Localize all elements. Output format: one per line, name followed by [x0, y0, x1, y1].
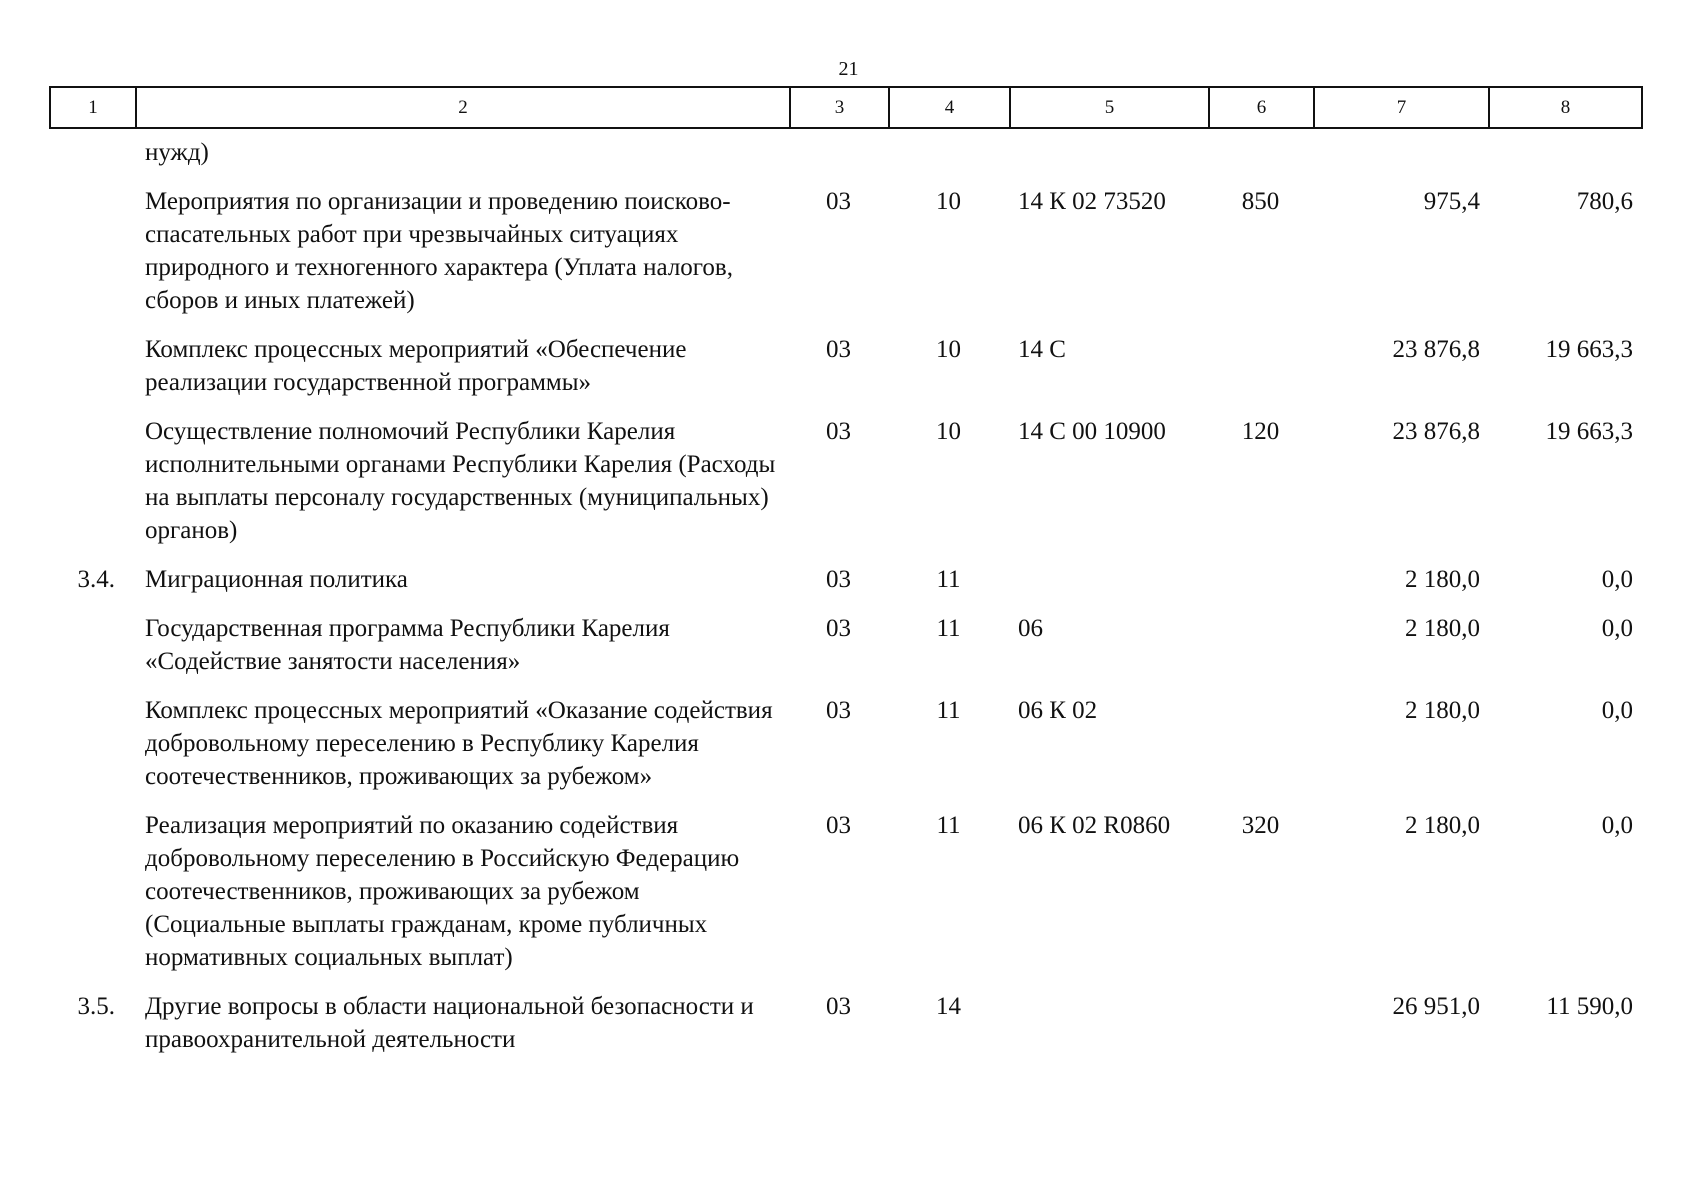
amount-planned: 975,4 — [1423, 188, 1480, 215]
row-number — [49, 136, 135, 185]
target-article-code — [1009, 563, 1208, 612]
row-number — [49, 809, 135, 990]
page-number: 21 — [838, 58, 859, 80]
expense-type-code — [1208, 563, 1313, 612]
amount-executed — [1488, 136, 1641, 185]
target-article-code: 06 К 02 R0860 — [1018, 812, 1171, 839]
expense-type-code — [1208, 136, 1313, 185]
subsection-code: 11 — [936, 812, 961, 839]
amount-planned: 2 180,0 — [1405, 615, 1480, 642]
target-article-code: 06 К 02 — [1018, 697, 1098, 724]
section-code: 03 — [826, 697, 851, 724]
amount-planned: 2 180,0 — [1405, 697, 1480, 724]
column-header-6: 6 — [1209, 87, 1314, 128]
expense-type-code — [1208, 990, 1313, 1072]
column-header-8: 8 — [1489, 87, 1642, 128]
target-article-code — [1009, 990, 1208, 1072]
amount-planned: 2 180,0 — [1405, 812, 1480, 839]
table-row — [49, 415, 1641, 563]
amount-planned: 23 876,8 — [1392, 418, 1480, 445]
expense-type-code — [1208, 694, 1313, 809]
amount-executed: 0,0 — [1601, 697, 1633, 724]
row-number — [49, 694, 135, 809]
subsection-code: 11 — [936, 697, 961, 724]
target-article-code: 14 С 00 10900 — [1018, 418, 1166, 445]
expense-type-code: 120 — [1241, 418, 1280, 445]
amount-executed: 0,0 — [1601, 615, 1633, 642]
amount-executed: 780,6 — [1576, 188, 1633, 215]
table-row — [49, 136, 1641, 185]
column-header-3: 3 — [790, 87, 889, 128]
amount-executed: 19 663,3 — [1545, 336, 1633, 363]
amount-planned: 26 951,0 — [1392, 993, 1480, 1020]
row-name: Комплекс процессных мероприятий «Оказание содействия добровольному переселению в Республику Карелия соотечественников, проживающих за рубежом» — [145, 697, 773, 790]
amount-planned: 23 876,8 — [1392, 336, 1480, 363]
amount-executed: 0,0 — [1601, 566, 1633, 593]
section-code: 03 — [826, 993, 851, 1020]
target-article-code — [1009, 136, 1208, 185]
row-number: 3.5. — [77, 993, 115, 1020]
column-header-2: 2 — [136, 87, 790, 128]
subsection-code: 11 — [936, 566, 961, 593]
section-code: 03 — [826, 336, 851, 363]
expense-type-code — [1208, 333, 1313, 415]
subsection-code: 10 — [936, 188, 961, 215]
column-header-table — [49, 86, 1643, 129]
row-number — [49, 185, 135, 333]
row-name: Осуществление полномочий Республики Карелия исполнительными органами Республики Карелия (Расходы на выплаты персоналу государственных (муниципальных) органов) — [145, 418, 776, 544]
expense-type-code — [1208, 612, 1313, 694]
section-code: 03 — [826, 812, 851, 839]
amount-executed: 0,0 — [1601, 812, 1633, 839]
table-row — [49, 694, 1641, 809]
section-code — [789, 136, 888, 185]
section-code: 03 — [826, 566, 851, 593]
row-name: Комплекс процессных мероприятий «Обеспечение реализации государственной программы» — [145, 336, 687, 396]
row-name: Реализация мероприятий по оказанию содействия добровольному переселению в Российскую Федерацию соотечественников, проживающих за рубежом (Социальные выплаты гражданам, кроме публичных нормативных социальных выплат) — [145, 812, 740, 971]
table-row — [49, 333, 1641, 415]
section-code: 03 — [826, 188, 851, 215]
row-number — [49, 333, 135, 415]
subsection-code: 11 — [936, 615, 961, 642]
target-article-code: 14 С — [1018, 336, 1066, 363]
budget-table — [49, 136, 1641, 1072]
amount-executed: 19 663,3 — [1545, 418, 1633, 445]
target-article-code: 06 — [1018, 615, 1043, 642]
subsection-code: 14 — [936, 993, 961, 1020]
table-row — [49, 612, 1641, 694]
amount-planned: 2 180,0 — [1405, 566, 1480, 593]
column-header-7: 7 — [1314, 87, 1489, 128]
amount-executed: 11 590,0 — [1546, 993, 1633, 1020]
expense-type-code: 850 — [1241, 188, 1280, 215]
row-name: нужд) — [145, 139, 209, 166]
expense-type-code: 320 — [1241, 812, 1280, 839]
row-number: 3.4. — [77, 566, 115, 593]
amount-planned — [1313, 136, 1488, 185]
section-code: 03 — [826, 615, 851, 642]
row-number — [49, 415, 135, 563]
column-header-4: 4 — [889, 87, 1010, 128]
row-number — [49, 612, 135, 694]
section-code: 03 — [826, 418, 851, 445]
row-name: Государственная программа Республики Карелия «Содействие занятости населения» — [145, 615, 670, 675]
column-header-5: 5 — [1010, 87, 1209, 128]
row-name: Другие вопросы в области национальной безопасности и правоохранительной деятельности — [145, 993, 754, 1053]
subsection-code — [888, 136, 1009, 185]
table-row — [49, 990, 1641, 1072]
target-article-code: 14 К 02 73520 — [1018, 188, 1166, 215]
column-header-1: 1 — [50, 87, 136, 128]
table-row — [49, 185, 1641, 333]
subsection-code: 10 — [936, 418, 961, 445]
column-header-row — [50, 87, 1642, 128]
row-name: Мероприятия по организации и проведению поисково-спасательных работ при чрезвычайных ситуациях природного и техногенного характера (Уплата налогов, сборов и иных платежей) — [145, 188, 733, 314]
subsection-code: 10 — [936, 336, 961, 363]
table-row — [49, 809, 1641, 990]
table-row — [49, 563, 1641, 612]
row-name: Миграционная политика — [145, 566, 408, 593]
